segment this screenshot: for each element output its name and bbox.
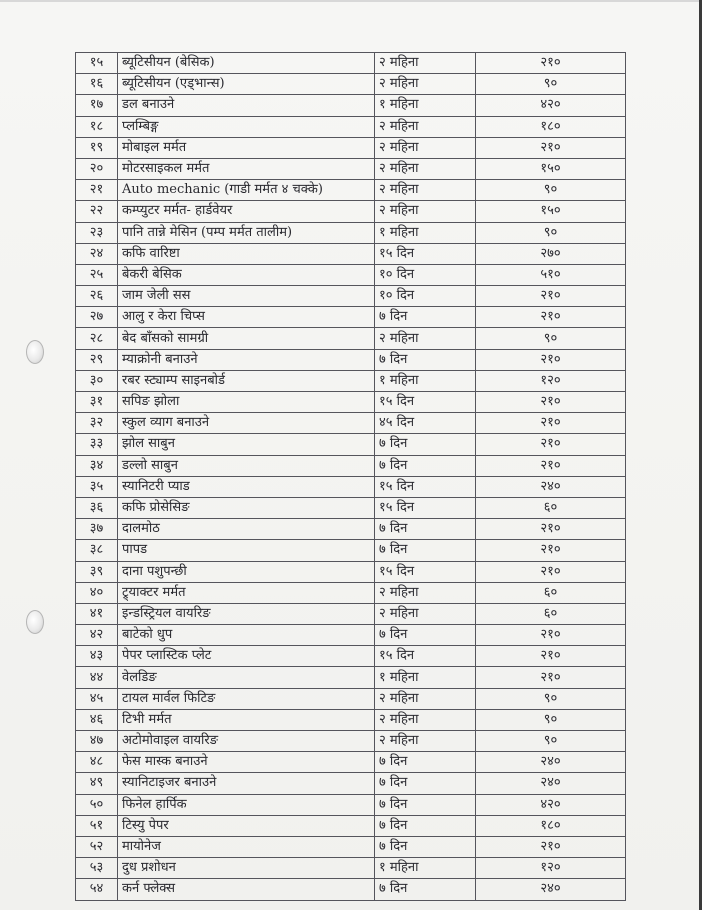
table-row bbox=[76, 53, 626, 74]
program-name-cell: स्यानिटाइजर बनाउने bbox=[118, 773, 375, 794]
duration-cell: १ महिना bbox=[375, 858, 476, 879]
table-row bbox=[76, 540, 626, 561]
duration-cell: २ महिना bbox=[375, 582, 476, 603]
participant-count-cell: २४० bbox=[476, 476, 626, 497]
serial-number-cell: २७ bbox=[76, 307, 118, 328]
table-row bbox=[76, 625, 626, 646]
serial-number-cell: ४८ bbox=[76, 752, 118, 773]
participant-count-cell: १५० bbox=[476, 158, 626, 179]
duration-cell: १५ दिन bbox=[375, 243, 476, 264]
program-name-cell: बेकरी बेसिक bbox=[118, 264, 375, 285]
serial-number-cell: ४१ bbox=[76, 603, 118, 624]
serial-number-cell: २० bbox=[76, 158, 118, 179]
table-row bbox=[76, 349, 626, 370]
program-name-cell: दुध प्रशोधन bbox=[118, 858, 375, 879]
program-name-cell: कम्प्युटर मर्मत- हार्डवेयर bbox=[118, 201, 375, 222]
participant-count-cell: २४० bbox=[476, 752, 626, 773]
duration-cell: २ महिना bbox=[375, 688, 476, 709]
duration-cell: २ महिना bbox=[375, 731, 476, 752]
program-name-cell: मोबाइल मर्मत bbox=[118, 137, 375, 158]
serial-number-cell: १६ bbox=[76, 74, 118, 95]
table-row bbox=[76, 116, 626, 137]
serial-number-cell: २८ bbox=[76, 328, 118, 349]
program-name-cell: पापड bbox=[118, 540, 375, 561]
duration-cell: ७ दिन bbox=[375, 625, 476, 646]
program-name-cell: टायल मार्वल फिटिङ bbox=[118, 688, 375, 709]
program-name-cell: आलु र केरा चिप्स bbox=[118, 307, 375, 328]
duration-cell: १ महिना bbox=[375, 370, 476, 391]
table-row bbox=[76, 646, 626, 667]
participant-count-cell: २१० bbox=[476, 561, 626, 582]
serial-number-cell: ४९ bbox=[76, 773, 118, 794]
program-name-cell: सपिङ झोला bbox=[118, 392, 375, 413]
duration-cell: १ महिना bbox=[375, 667, 476, 688]
table-body bbox=[76, 53, 626, 901]
duration-cell: १ महिना bbox=[375, 222, 476, 243]
program-name-cell: स्यानिटरी प्याड bbox=[118, 476, 375, 497]
serial-number-cell: ५४ bbox=[76, 879, 118, 900]
participant-count-cell: ९० bbox=[476, 731, 626, 752]
participant-count-cell: २१० bbox=[476, 434, 626, 455]
table-row bbox=[76, 328, 626, 349]
table-row bbox=[76, 222, 626, 243]
serial-number-cell: ३१ bbox=[76, 392, 118, 413]
serial-number-cell: ५१ bbox=[76, 815, 118, 836]
duration-cell: १० दिन bbox=[375, 264, 476, 285]
table-row bbox=[76, 858, 626, 879]
program-name-cell: अटोमोवाइल वायरिङ bbox=[118, 731, 375, 752]
participant-count-cell: ६० bbox=[476, 497, 626, 518]
participant-count-cell: २१० bbox=[476, 137, 626, 158]
serial-number-cell: १७ bbox=[76, 95, 118, 116]
table-row bbox=[76, 476, 626, 497]
serial-number-cell: १८ bbox=[76, 116, 118, 137]
serial-number-cell: ५० bbox=[76, 794, 118, 815]
duration-cell: २ महिना bbox=[375, 328, 476, 349]
duration-cell: २ महिना bbox=[375, 180, 476, 201]
participant-count-cell: २१० bbox=[476, 307, 626, 328]
participant-count-cell: २१० bbox=[476, 53, 626, 74]
serial-number-cell: ४५ bbox=[76, 688, 118, 709]
serial-number-cell: १५ bbox=[76, 53, 118, 74]
participant-count-cell: ९० bbox=[476, 709, 626, 730]
participant-count-cell: ९० bbox=[476, 222, 626, 243]
duration-cell: ७ दिन bbox=[375, 519, 476, 540]
serial-number-cell: ५३ bbox=[76, 858, 118, 879]
program-name-cell: कर्न फ्लेक्स bbox=[118, 879, 375, 900]
program-name-cell: दाना पशुपन्छी bbox=[118, 561, 375, 582]
program-name-cell: इन्डस्ट्रियल वायरिङ bbox=[118, 603, 375, 624]
duration-cell: २ महिना bbox=[375, 137, 476, 158]
serial-number-cell: ४४ bbox=[76, 667, 118, 688]
duration-cell: २ महिना bbox=[375, 603, 476, 624]
participant-count-cell: २१० bbox=[476, 519, 626, 540]
participant-count-cell: २१० bbox=[476, 836, 626, 857]
duration-cell: ७ दिन bbox=[375, 879, 476, 900]
program-name-cell: कफि प्रोसेसिङ bbox=[118, 497, 375, 518]
duration-cell: ७ दिन bbox=[375, 455, 476, 476]
program-name-cell: टिस्यु पेपर bbox=[118, 815, 375, 836]
table-row bbox=[76, 455, 626, 476]
program-name-cell: म्याक्रोनी बनाउने bbox=[118, 349, 375, 370]
program-name-cell: दालमोठ bbox=[118, 519, 375, 540]
serial-number-cell: ३६ bbox=[76, 497, 118, 518]
serial-number-cell: २२ bbox=[76, 201, 118, 222]
participant-count-cell: २१० bbox=[476, 646, 626, 667]
participant-count-cell: १५० bbox=[476, 201, 626, 222]
table-row bbox=[76, 413, 626, 434]
duration-cell: ४५ दिन bbox=[375, 413, 476, 434]
duration-cell: २ महिना bbox=[375, 201, 476, 222]
duration-cell: २ महिना bbox=[375, 158, 476, 179]
program-name-cell: प्लम्बिङ्ग bbox=[118, 116, 375, 137]
duration-cell: ७ दिन bbox=[375, 836, 476, 857]
serial-number-cell: १९ bbox=[76, 137, 118, 158]
table-row bbox=[76, 752, 626, 773]
serial-number-cell: ४० bbox=[76, 582, 118, 603]
program-name-cell: मायोनेज bbox=[118, 836, 375, 857]
duration-cell: २ महिना bbox=[375, 53, 476, 74]
participant-count-cell: २१० bbox=[476, 540, 626, 561]
table-row bbox=[76, 688, 626, 709]
duration-cell: १५ दिन bbox=[375, 646, 476, 667]
table-row bbox=[76, 582, 626, 603]
duration-cell: १५ दिन bbox=[375, 497, 476, 518]
program-name-cell: बेद बाँसको सामग्री bbox=[118, 328, 375, 349]
serial-number-cell: २१ bbox=[76, 180, 118, 201]
serial-number-cell: ३७ bbox=[76, 519, 118, 540]
table-row bbox=[76, 561, 626, 582]
table-row bbox=[76, 180, 626, 201]
participant-count-cell: २७० bbox=[476, 243, 626, 264]
program-name-cell: बाटेको धुप bbox=[118, 625, 375, 646]
table-row bbox=[76, 497, 626, 518]
duration-cell: ७ दिन bbox=[375, 794, 476, 815]
serial-number-cell: ३३ bbox=[76, 434, 118, 455]
serial-number-cell: ३९ bbox=[76, 561, 118, 582]
serial-number-cell: ४२ bbox=[76, 625, 118, 646]
table-row bbox=[76, 158, 626, 179]
participant-count-cell: २१० bbox=[476, 349, 626, 370]
participant-count-cell: २४० bbox=[476, 879, 626, 900]
table-row bbox=[76, 709, 626, 730]
participant-count-cell: २१० bbox=[476, 625, 626, 646]
duration-cell: १ महिना bbox=[375, 95, 476, 116]
participant-count-cell: ६० bbox=[476, 582, 626, 603]
participant-count-cell: १२० bbox=[476, 370, 626, 391]
punch-hole-top bbox=[26, 340, 44, 364]
duration-cell: १० दिन bbox=[375, 286, 476, 307]
table-row bbox=[76, 794, 626, 815]
participant-count-cell: १८० bbox=[476, 116, 626, 137]
serial-number-cell: ४७ bbox=[76, 731, 118, 752]
participant-count-cell: १२० bbox=[476, 858, 626, 879]
duration-cell: १५ दिन bbox=[375, 476, 476, 497]
duration-cell: ७ दिन bbox=[375, 307, 476, 328]
participant-count-cell: ५१० bbox=[476, 264, 626, 285]
serial-number-cell: २४ bbox=[76, 243, 118, 264]
program-name-cell: डल बनाउने bbox=[118, 95, 375, 116]
serial-number-cell: ३२ bbox=[76, 413, 118, 434]
program-name-cell: ट्र्याक्टर मर्मत bbox=[118, 582, 375, 603]
program-name-cell: स्कुल व्याग बनाउने bbox=[118, 413, 375, 434]
serial-number-cell: २५ bbox=[76, 264, 118, 285]
participant-count-cell: ६० bbox=[476, 603, 626, 624]
table-row bbox=[76, 286, 626, 307]
program-name-cell: डल्लो साबुन bbox=[118, 455, 375, 476]
table-row bbox=[76, 667, 626, 688]
program-name-cell: रबर स्ट्याम्प साइनबोर्ड bbox=[118, 370, 375, 391]
program-name-cell: फिनेल हार्पिक bbox=[118, 794, 375, 815]
table-row bbox=[76, 519, 626, 540]
table-row bbox=[76, 434, 626, 455]
program-name-cell: जाम जेली सस bbox=[118, 286, 375, 307]
serial-number-cell: ४६ bbox=[76, 709, 118, 730]
program-name-cell: टिभी मर्मत bbox=[118, 709, 375, 730]
duration-cell: ७ दिन bbox=[375, 540, 476, 561]
table-row bbox=[76, 201, 626, 222]
serial-number-cell: ३४ bbox=[76, 455, 118, 476]
table-row bbox=[76, 879, 626, 900]
table-row bbox=[76, 731, 626, 752]
table-row bbox=[76, 773, 626, 794]
serial-number-cell: ५२ bbox=[76, 836, 118, 857]
program-name-cell: कफि वारिष्टा bbox=[118, 243, 375, 264]
table-row bbox=[76, 307, 626, 328]
duration-cell: १५ दिन bbox=[375, 392, 476, 413]
participant-count-cell: २१० bbox=[476, 455, 626, 476]
duration-cell: २ महिना bbox=[375, 74, 476, 95]
participant-count-cell: २१० bbox=[476, 286, 626, 307]
program-name-cell: झोल साबुन bbox=[118, 434, 375, 455]
punch-hole-bottom bbox=[26, 610, 44, 634]
program-name-cell: Auto mechanic (गाडी मर्मत ४ चक्के) bbox=[118, 180, 375, 201]
duration-cell: २ महिना bbox=[375, 116, 476, 137]
duration-cell: १५ दिन bbox=[375, 561, 476, 582]
serial-number-cell: ३८ bbox=[76, 540, 118, 561]
program-name-cell: मोटरसाइकल मर्मत bbox=[118, 158, 375, 179]
table-row bbox=[76, 603, 626, 624]
table-row bbox=[76, 392, 626, 413]
participant-count-cell: ४२० bbox=[476, 794, 626, 815]
program-name-cell: फेस मास्क बनाउने bbox=[118, 752, 375, 773]
participant-count-cell: २१० bbox=[476, 392, 626, 413]
participant-count-cell: २१० bbox=[476, 667, 626, 688]
table-row bbox=[76, 264, 626, 285]
duration-cell: ७ दिन bbox=[375, 773, 476, 794]
duration-cell: २ महिना bbox=[375, 709, 476, 730]
table-row bbox=[76, 74, 626, 95]
serial-number-cell: ४३ bbox=[76, 646, 118, 667]
program-name-cell: वेलडिङ bbox=[118, 667, 375, 688]
table-row bbox=[76, 137, 626, 158]
duration-cell: ७ दिन bbox=[375, 349, 476, 370]
serial-number-cell: २३ bbox=[76, 222, 118, 243]
serial-number-cell: ३० bbox=[76, 370, 118, 391]
duration-cell: ७ दिन bbox=[375, 815, 476, 836]
participant-count-cell: ९० bbox=[476, 328, 626, 349]
serial-number-cell: २६ bbox=[76, 286, 118, 307]
table-row bbox=[76, 836, 626, 857]
training-program-table bbox=[75, 52, 626, 901]
participant-count-cell: २१० bbox=[476, 413, 626, 434]
participant-count-cell: १८० bbox=[476, 815, 626, 836]
participant-count-cell: २४० bbox=[476, 773, 626, 794]
participant-count-cell: ९० bbox=[476, 74, 626, 95]
participant-count-cell: ४२० bbox=[476, 95, 626, 116]
serial-number-cell: ३५ bbox=[76, 476, 118, 497]
program-name-cell: पेपर प्लास्टिक प्लेट bbox=[118, 646, 375, 667]
scan-top-edge bbox=[0, 0, 702, 2]
duration-cell: ७ दिन bbox=[375, 752, 476, 773]
participant-count-cell: ९० bbox=[476, 688, 626, 709]
table-row bbox=[76, 370, 626, 391]
program-name-cell: ब्यूटिसीयन (एड्भान्स) bbox=[118, 74, 375, 95]
duration-cell: ७ दिन bbox=[375, 434, 476, 455]
participant-count-cell: ९० bbox=[476, 180, 626, 201]
program-name-cell: पानि तान्ने मेसिन (पम्प मर्मत तालीम) bbox=[118, 222, 375, 243]
table-row bbox=[76, 815, 626, 836]
table-row bbox=[76, 95, 626, 116]
program-name-cell: ब्यूटिसीयन (बेसिक) bbox=[118, 53, 375, 74]
table-row bbox=[76, 243, 626, 264]
serial-number-cell: २९ bbox=[76, 349, 118, 370]
